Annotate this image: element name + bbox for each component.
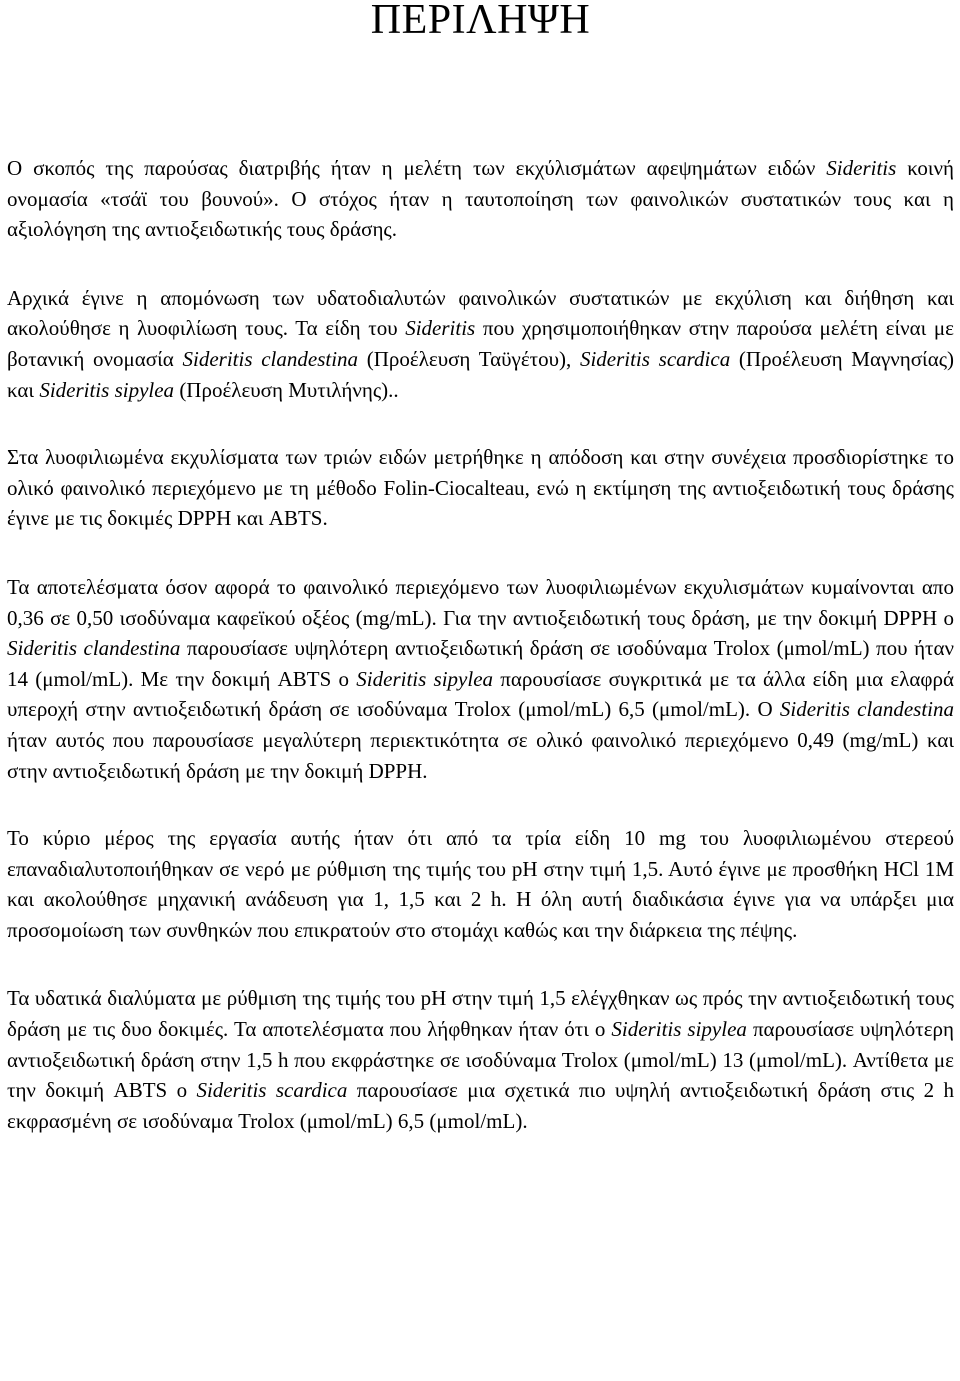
text-segment: που χρησιμοποιήθηκαν στην παρούσα μελέτη είναι με βοτανική ονομασία bbox=[7, 316, 954, 371]
paragraph-main-work bbox=[7, 823, 954, 945]
text-segment: παρουσίασε υψηλότερη αντιοξειδωτική δράση στην 1,5 h που εκφράστηκε σε ισοδύναμα Trolox (μmol/mL) 13 (μmol/mL). Αντίθετα με την δοκιμή ABTS ο bbox=[7, 1017, 954, 1103]
page-title: ΠΕΡΙΛΗΨΗ bbox=[370, 0, 591, 40]
paragraph-results bbox=[7, 572, 954, 786]
text-segment: Τα αποτελέσματα όσον αφορά το φαινολικό περιεχόμενο των λυοφιλιωμένων εκχυλισμάτων κυμαίνονται απο 0,36 σε 0,50 ισοδύναμα καφεϊκού οξέος (mg/mL). Για την αντιοξειδωτική τους δράση, με την δοκιμή DPPH ο bbox=[7, 574, 954, 630]
paragraph-measurements bbox=[7, 442, 954, 534]
text-segment: παρουσίασε συγκριτικά με τα άλλα είδη μια ελαφρά υπεροχή στην αντιοξειδωτική δράση σε ισοδύναμα Trolox (μmol/mL) 6,5 (μmol/mL). Ο bbox=[7, 666, 954, 722]
text-segment: (Προέλευση Ταϋγέτου), bbox=[358, 346, 580, 371]
text-segment: παρουσίασε μια σχετικά πιο υψηλή αντιοξειδωτική δράση στις 2 h εκφρασμένη σε ισοδύναμα Trolox (μmol/mL) 6,5 (μmol/mL). bbox=[7, 1078, 954, 1133]
text-segment: Αρχικά έγινε η απομόνωση των υδατοδιαλυτών φαινολικών συστατικών με εκχύλιση και διήθηση και ακολούθησε η λυοφιλίωση τους. Τα είδη του bbox=[7, 285, 954, 341]
text-segment: Τα υδατικά διαλύματα με ρύθμιση της τιμής του pH στην τιμή 1,5 ελέγχθηκαν ως πρός την αντιοξειδωτική τους δράση με τις δυο δοκιμές. Τα αποτελέσματα που λήφθηκαν ήταν ότι ο bbox=[7, 986, 954, 1042]
species-name: Sideritis bbox=[405, 316, 476, 341]
text-segment: κοινή ονομασία «τσάϊ του βουνού». Ο στόχος ήταν η ταυτοποίηση των φαινολικών συστατικών τους και η αξιολόγηση της αντιοξειδωτικής τους δράσης. bbox=[7, 156, 955, 242]
species-name: Sideritis sipylea bbox=[356, 666, 494, 691]
species-name: Sideritis scardica bbox=[579, 346, 731, 371]
species-name: Sideritis clandestina bbox=[7, 636, 181, 661]
text-segment: (Προέλευση Μαγνησίας) και bbox=[7, 346, 955, 402]
text-segment: Στα λυοφιλιωμένα εκχυλίσματα των τριών ειδών μετρήθηκε η απόδοση και στην συνέχεια προσδιορίστηκε το ολικό φαινολικό περιεχόμενο με τη μέθοδο Folin-Ciocalteau, ενώ η εκτίμηση της αντιοξειδωτική τους δράσης έγινε με τις δοκιμές DPPH και ABTS. bbox=[7, 445, 954, 531]
text-segment: ήταν αυτός που παρουσίασε μεγαλύτερη περιεκτικότητα σε ολικό φαινολικό περιεχόμενο 0,49 (mg/mL) και στην αντιοξειδωτική δράση με την δοκιμή DPPH. bbox=[7, 727, 954, 783]
paragraph-isolation bbox=[7, 283, 954, 405]
text-segment: (Προέλευση Μυτιλήνης).. bbox=[174, 377, 399, 402]
paragraph-purpose bbox=[7, 153, 954, 245]
species-name: Sideritis sipylea bbox=[39, 377, 175, 402]
species-name: Sideritis clandestina bbox=[779, 697, 954, 722]
text-segment: Ο σκοπός της παρούσας διατριβής ήταν η μελέτη των εκχύλισμάτων αφεψημάτων ειδών bbox=[7, 156, 827, 180]
paragraph-ph-results bbox=[7, 983, 954, 1136]
species-name: Sideritis sipylea bbox=[611, 1017, 747, 1042]
species-name: Sideritis scardica bbox=[196, 1078, 348, 1103]
species-name: Sideritis bbox=[826, 156, 897, 180]
species-name: Sideritis clandestina bbox=[182, 346, 359, 371]
text-segment: παρουσίασε υψηλότερη αντιοξειδωτική δράση σε ισοδύναμα Trolox (μmol/mL) που ήταν 14 (μmol/mL). Με την δοκιμή ABTS ο bbox=[7, 636, 954, 691]
text-segment: Το κύριο μέρος της εργασία αυτής ήταν ότι από τα τρία είδη 10 mg του λυοφιλιωμένου στερεού επαναδιαλυτοποιήθηκαν σε νερό με ρύθμιση της τιμής του pH στην τιμή 1,5. Αυτό έγινε με προσθήκη HCl 1M και ακολούθησε μηχανική ανάδευση για 1, 1,5 και 2 h. Η όλη αυτή διαδικάσια έγινε για να υπάρξει μια προσομοίωση των συνθηκών που επικρατούν στο στομάχι καθώς και την διάρκεια της πέψης. bbox=[7, 826, 954, 942]
